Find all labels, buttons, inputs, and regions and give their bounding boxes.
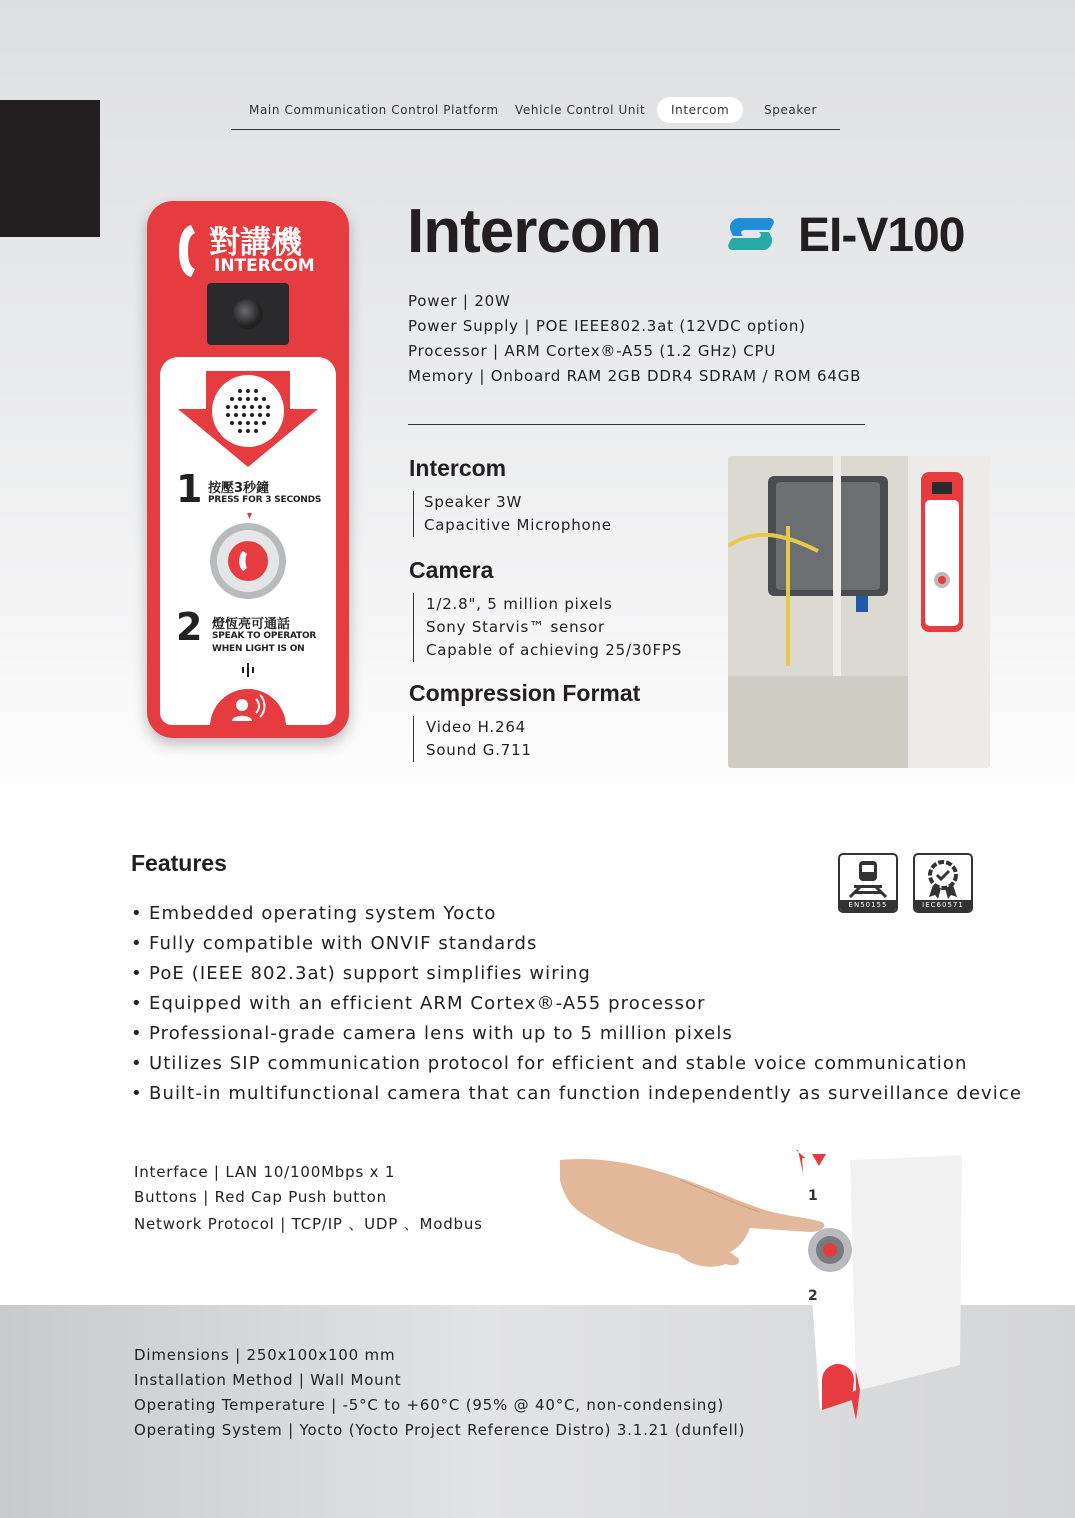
intercom-spec-line: Speaker 3W [424, 493, 523, 511]
train-interior-photo [728, 456, 990, 768]
feature-item: • Equipped with an efficient ARM Cortex®-A55 processor [131, 993, 706, 1014]
step-2-en-line2: WHEN LIGHT IS ON [212, 644, 305, 654]
feature-item: • PoE (IEEE 802.3at) support simplifies wiring [131, 963, 591, 984]
nav-item-speaker[interactable]: Speaker [764, 103, 818, 117]
step-2-en-line1: SPEAK TO OPERATOR [212, 631, 317, 641]
camera-lens [207, 283, 289, 345]
cert-label: EN50155 [840, 900, 896, 911]
nav-item-intercom[interactable]: Intercom [657, 97, 743, 123]
spec-processor: Processor | ARM Cortex®-A55 (1.2 GHz) CPU [408, 342, 777, 360]
feature-item: • Fully compatible with ONVIF standards [131, 933, 538, 954]
phone-handset-icon [177, 223, 201, 279]
section-heading-intercom: Intercom [409, 455, 507, 481]
brand-logo-icon [725, 214, 777, 254]
certified-badge-icon [915, 855, 971, 901]
spec-buttons: Buttons | Red Cap Push button [134, 1188, 387, 1206]
spec-network-protocol: Network Protocol | TCP/IP 、UDP 、Modbus [134, 1215, 483, 1233]
device-title-en: INTERCOM [214, 256, 315, 276]
step-1-en: PRESS FOR 3 SECONDS [208, 495, 322, 505]
section-heading-compression: Compression Format [409, 680, 641, 706]
spec-power-supply: Power Supply | POE IEEE802.3at (12VDC option) [408, 317, 806, 335]
feature-item: • Embedded operating system Yocto [131, 903, 497, 924]
spec-operating-system: Operating System | Yocto (Yocto Project Reference Distro) 3.1.21 (dunfell) [134, 1421, 746, 1439]
section-compression-specs [413, 716, 532, 762]
compression-spec-line: Sound G.711 [426, 741, 532, 759]
spec-operating-temperature: Operating Temperature | -5°C to +60°C (95% @ 40°C, non-condensing) [134, 1396, 725, 1414]
svg-text:1: 1 [808, 1188, 818, 1204]
features-heading: Features [131, 850, 227, 876]
page-tab-marker [0, 100, 100, 237]
spec-power: Power | 20W [408, 292, 511, 310]
nav-item-vehicle-control[interactable]: Vehicle Control Unit [515, 103, 646, 117]
camera-spec-line: Sony Starvis™ sensor [426, 618, 605, 636]
spec-interface: Interface | LAN 10/100Mbps x 1 [134, 1163, 396, 1181]
train-icon [840, 855, 896, 901]
model-number: EI-V100 [798, 209, 965, 262]
step-1-number: 1 [176, 467, 203, 511]
page-title: Intercom [407, 197, 661, 266]
spec-memory: Memory | Onboard RAM 2GB DDR4 SDRAM / ROM 64GB [408, 367, 862, 385]
section-intercom-specs [413, 491, 612, 537]
section-camera-specs [413, 593, 682, 662]
sound-wave-icon [240, 663, 256, 677]
spec-divider [408, 424, 865, 425]
cert-badge-en50155 [838, 853, 898, 913]
cert-label: IEC60571 [915, 900, 971, 911]
intercom-device-image [147, 201, 349, 738]
feature-item: • Utilizes SIP communication protocol for efficient and stable voice communication [131, 1053, 968, 1074]
section-heading-camera: Camera [409, 557, 494, 583]
nav-item-main-platform[interactable]: Main Communication Control Platform [249, 103, 499, 117]
intercom-spec-line: Capacitive Microphone [424, 516, 612, 534]
spec-installation: Installation Method | Wall Mount [134, 1371, 402, 1389]
operator-icon [210, 687, 286, 727]
camera-spec-line: Capable of achieving 25/30FPS [426, 641, 683, 659]
device-title-zh: 對講機 [209, 225, 302, 261]
compression-spec-line: Video H.264 [426, 718, 527, 736]
camera-spec-line: 1/2.8", 5 million pixels [426, 595, 613, 613]
feature-item: • Professional-grade camera lens with up to 5 million pixels [131, 1023, 733, 1044]
hand-pressing-button-photo [560, 1150, 970, 1425]
red-push-button-icon [203, 513, 293, 603]
top-nav [231, 96, 840, 130]
step-2-number: 2 [176, 605, 203, 649]
feature-item: • Built-in multifunctional camera that can function independently as surveillance device [131, 1083, 1023, 1104]
device-instruction-panel [160, 357, 336, 725]
spec-dimensions: Dimensions | 250x100x100 mm [134, 1346, 396, 1364]
arrow-down-speaker-icon [160, 357, 336, 467]
step-1-zh: 按壓3秒鐘 [208, 481, 270, 496]
svg-text:2: 2 [808, 1288, 818, 1304]
step-2-zh: 燈恆亮可通話 [212, 617, 291, 632]
cert-badge-iec60571 [913, 853, 973, 913]
